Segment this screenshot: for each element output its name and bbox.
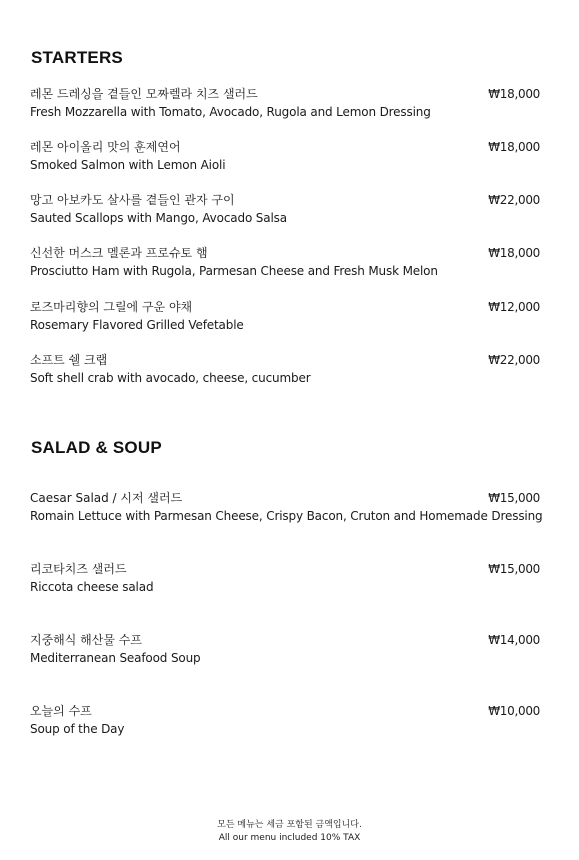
item-name-korean: 레몬 드레싱을 곁들인 모짜렐라 치즈 샐러드 [30,87,258,101]
menu-item-smoked-salmon [30,139,540,173]
item-price: ₩18,000 [488,87,540,101]
tax-notice-english: All our menu included 10% TAX [218,833,361,843]
item-price: ₩18,000 [488,140,540,154]
menu-item-grilled-vegetable [30,299,540,333]
section-title-starters: STARTERS [31,48,123,67]
menu-item-seafood-soup [30,632,540,666]
menu-item-caesar-salad [30,490,543,524]
item-name-korean: 신선한 머스크 멜론과 프로슈토 햄 [30,246,208,260]
tax-notice [0,819,579,845]
item-price: ₩10,000 [488,704,540,718]
section-title-salad-soup: SALAD & SOUP [31,438,162,457]
item-price: ₩14,000 [488,633,540,647]
menu-item-ricotta-salad [30,561,540,595]
item-price: ₩12,000 [488,300,540,314]
item-price: ₩22,000 [488,193,540,207]
menu-item-prosciutto [30,245,540,279]
item-name-english: Riccota cheese salad [30,580,154,594]
item-name-english: Prosciutto Ham with Rugola, Parmesan Cheese and Fresh Musk Melon [30,264,438,278]
item-name-korean: 망고 아보카도 살사를 곁들인 관자 구이 [30,193,235,207]
item-name-korean: 지중해식 해산물 수프 [30,633,142,647]
item-name-english: Soft shell crab with avocado, cheese, cucumber [30,371,311,385]
menu-item-soft-shell-crab [30,352,540,386]
item-name-korean: 로즈마리향의 그릴에 구운 야채 [30,300,193,314]
item-price: ₩18,000 [488,246,540,260]
menu-item-mozzarella-salad [30,86,540,120]
item-name-korean: 레몬 아이올리 맛의 훈제연어 [30,140,181,154]
item-price: ₩15,000 [488,562,540,576]
menu-item-soup-of-the-day [30,703,540,737]
item-price: ₩15,000 [488,491,540,505]
item-price: ₩22,000 [488,353,540,367]
item-name-english: Mediterranean Seafood Soup [30,651,201,665]
item-name-english: Fresh Mozzarella with Tomato, Avocado, Rugola and Lemon Dressing [30,105,431,119]
item-name-english: Rosemary Flavored Grilled Vefetable [30,318,244,332]
item-name-english: Sauted Scallops with Mango, Avocado Salsa [30,211,287,225]
item-name-korean: Caesar Salad / 시저 샐러드 [30,491,183,505]
menu-item-scallops [30,192,540,226]
item-name-english: Smoked Salmon with Lemon Aioli [30,158,226,172]
item-name-english: Romain Lettuce with Parmesan Cheese, Crispy Bacon, Cruton and Homemade Dressing [30,509,543,523]
item-name-english: Soup of the Day [30,722,125,736]
item-name-korean: 리코타치즈 샐러드 [30,562,127,576]
item-name-korean: 소프트 쉘 크랩 [30,353,108,367]
tax-notice-korean: 모든 메뉴는 세금 포함된 금액입니다. [217,820,362,830]
item-name-korean: 오늘의 수프 [30,704,92,718]
